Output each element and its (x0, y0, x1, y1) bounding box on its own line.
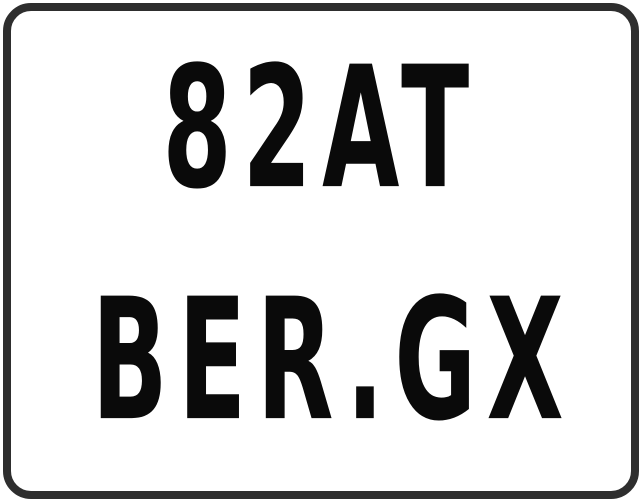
plate-line-1: 82AT (162, 31, 480, 227)
plate-line-2: BER.GX (91, 263, 574, 459)
license-plate (3, 3, 639, 499)
